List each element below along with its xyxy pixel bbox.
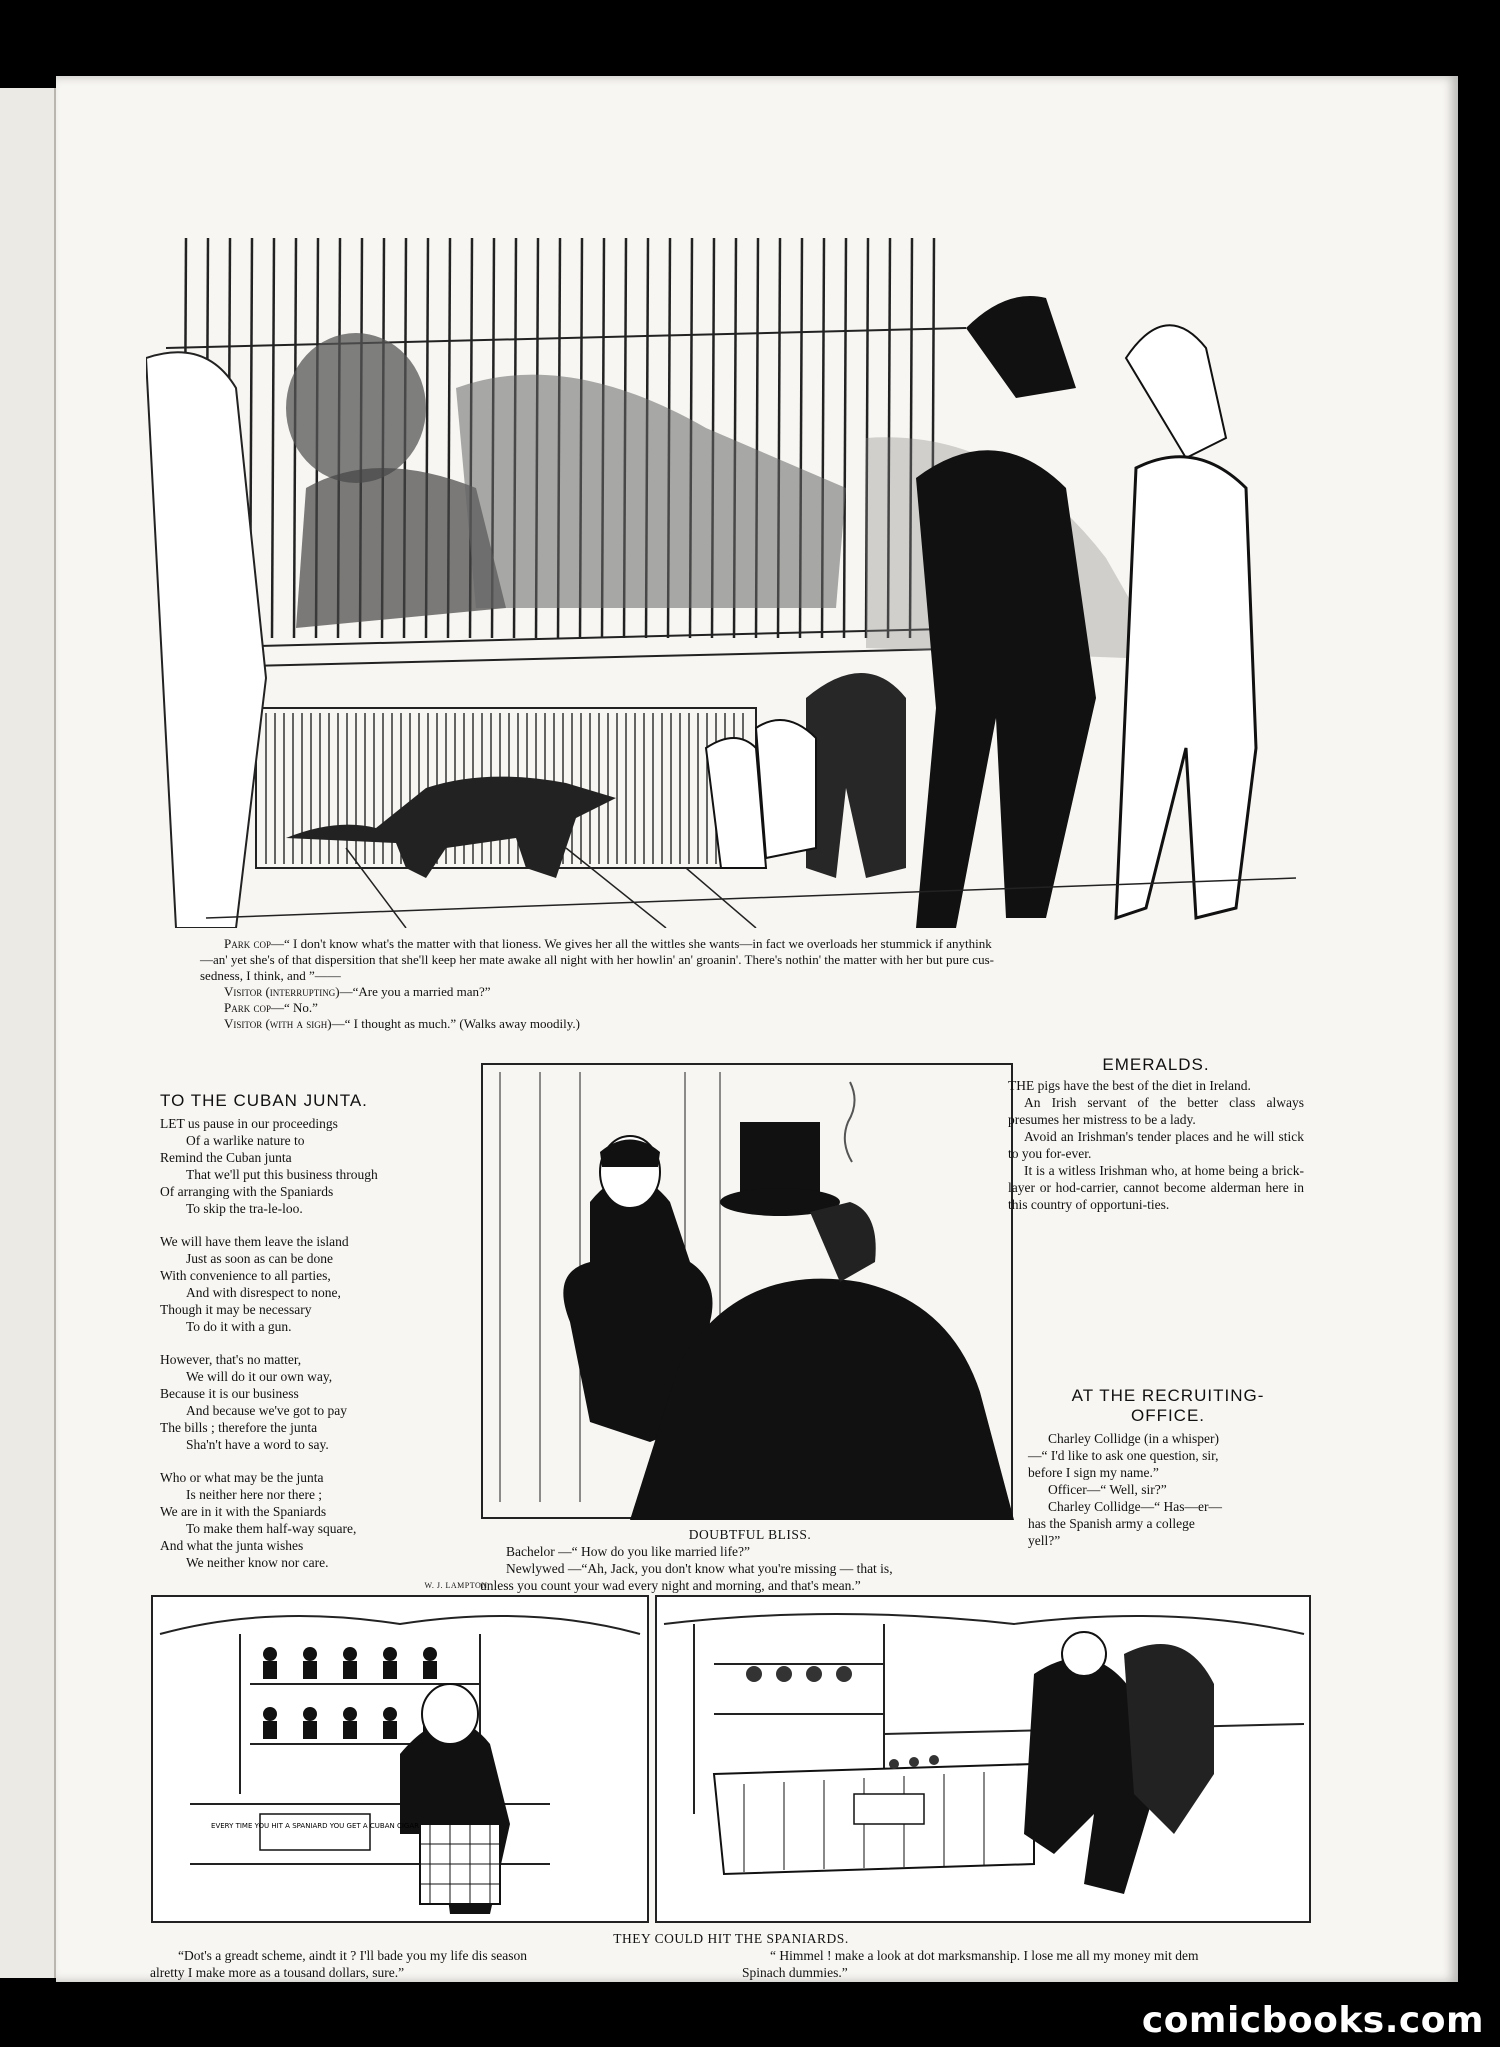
poem-line: And with disrespect to none, xyxy=(186,1285,341,1300)
previous-page-edge xyxy=(0,88,62,1978)
bottom-cartoon-caption xyxy=(150,1930,1312,1981)
poem-line: Sha'n't have a word to say. xyxy=(186,1437,329,1452)
left-sign-text: EVERY TIME YOU HIT A SPANIARD YOU GET A CUBAN CIGAR xyxy=(211,1822,419,1830)
poem-line: And because we've got to pay xyxy=(186,1403,348,1418)
shooting-gallery-right-illustration xyxy=(654,1594,1312,1924)
poem-line: However, that's no matter, xyxy=(160,1352,302,1367)
magazine-page xyxy=(56,76,1458,1982)
zoo-caption-line: Park cop—“ I don't know what's the matter with that lioness. We gives her all the wittles she wants—in fact we overloads her stummick if anythink xyxy=(224,936,992,951)
doubtful-bliss-line-1: Bachelor —“ How do you like married life?” xyxy=(506,1544,751,1559)
bottom-right-caption-line-2: Spinach dummies.” xyxy=(742,1965,848,1980)
poem-line: Because it is our business xyxy=(160,1386,299,1401)
recruiting-line: yell?” xyxy=(1028,1533,1061,1548)
poem-line: To make them half-way square, xyxy=(186,1521,357,1536)
zoo-caption-line: Visitor (interrupting)—“Are you a married man?” xyxy=(224,984,491,999)
zoo-caption-line: Park cop—“ No.” xyxy=(224,1000,318,1015)
poem-line: Just as soon as can be done xyxy=(186,1251,333,1266)
poem-line: That we'll put this business through xyxy=(186,1167,378,1182)
recruiting-title-line-2: OFFICE. xyxy=(1130,1406,1206,1425)
doubtful-bliss-title: DOUBTFUL BLISS. xyxy=(688,1527,812,1542)
recruiting-title-line-1: AT THE RECRUITING- xyxy=(1071,1386,1265,1405)
bottom-left-caption xyxy=(150,1947,710,1981)
recruiting-line: Charley Collidge (in a whisper) xyxy=(1048,1431,1219,1446)
recruiting-line: before I sign my name.” xyxy=(1028,1465,1159,1480)
doubtful-bliss-line-2: Newlywed —“Ah, Jack, you don't know what you're missing — that is, xyxy=(506,1561,893,1576)
poem-line: We will do it our own way, xyxy=(186,1369,333,1384)
emeralds-title: EMERALDS. xyxy=(1102,1055,1210,1074)
bottom-cartoon-title: THEY COULD HIT THE SPANIARDS. xyxy=(613,1931,849,1946)
poem-line: The bills ; therefore the junta xyxy=(160,1420,318,1435)
doubtful-bliss-illustration xyxy=(480,1062,1014,1520)
zoo-cartoon-illustration xyxy=(146,228,1326,928)
shooting-gallery-left-illustration xyxy=(150,1594,650,1924)
zoo-caption-line: Visitor (with a sigh)—“ I thought as much.” (Walks away moodily.) xyxy=(224,1016,580,1031)
poem-line: Who or what may be the junta xyxy=(160,1470,324,1485)
bottom-right-caption-line-1: “ Himmel ! make a look at dot marksmanship. I lose me all my money mit dem xyxy=(770,1948,1199,1963)
doubtful-bliss-caption xyxy=(480,1526,1020,1594)
poem-author: W. J. LAMPTON. xyxy=(424,1581,490,1590)
poem-line: With convenience to all parties, xyxy=(160,1268,331,1283)
bottom-right-caption xyxy=(742,1947,1312,1981)
poem-line: LET us pause in our proceedings xyxy=(160,1116,338,1131)
poem-line: And what the junta wishes xyxy=(160,1538,304,1553)
doubtful-bliss-line-3: unless you count your wad every night and morning, and that's mean.” xyxy=(480,1578,861,1593)
recruiting-line: —“ I'd like to ask one question, sir, xyxy=(1028,1448,1219,1463)
poem-title: TO THE CUBAN JUNTA. xyxy=(160,1091,368,1110)
zoo-caption-line: —an' yet she's of that dispersition that she'll keep her mate awake all night with her howlin' an' groanin'. There's nothin' the matter with her but pure cus- xyxy=(200,952,994,967)
poem-stanza xyxy=(160,1351,490,1453)
emeralds-paragraph: An Irish servant of the better class always presumes her mistress to be a lady. xyxy=(1008,1095,1304,1127)
watermark: comicbooks.com xyxy=(1141,2000,1484,2041)
emeralds-paragraph: Avoid an Irishman's tender places and he will stick to you for-ever. xyxy=(1008,1129,1304,1161)
emeralds-paragraph: It is a witless Irishman who, at home being a brick-layer or hod-carrier, cannot become alderman here in this country of opportuni-ties. xyxy=(1008,1163,1304,1212)
poem-line: Though it may be necessary xyxy=(160,1302,312,1317)
poem-stanza xyxy=(160,1115,490,1217)
poem-stanza xyxy=(160,1469,490,1571)
poem-body xyxy=(160,1115,490,1571)
zoo-cartoon-caption xyxy=(200,936,1320,1032)
poem-line: To skip the tra-le-loo. xyxy=(186,1201,303,1216)
emeralds-column xyxy=(1008,1056,1304,1213)
poem-line: Is neither here nor there ; xyxy=(186,1487,323,1502)
recruiting-line: Charley Collidge—“ Has—er— xyxy=(1048,1499,1222,1514)
poem-line: Of arranging with the Spaniards xyxy=(160,1184,334,1199)
poem-line: To do it with a gun. xyxy=(186,1319,292,1334)
zoo-caption-line: sedness, I think, and ”—— xyxy=(200,968,341,983)
poem-line: We neither know nor care. xyxy=(186,1555,329,1570)
recruiting-office-column xyxy=(1028,1386,1308,1549)
poem-stanza xyxy=(160,1233,490,1335)
bottom-left-caption-line-2: alretty I make more as a tousand dollars, sure.” xyxy=(150,1965,405,1980)
recruiting-title xyxy=(1028,1386,1308,1426)
poem-to-the-cuban-junta xyxy=(160,1092,490,1594)
recruiting-line: Officer—“ Well, sir?” xyxy=(1048,1482,1167,1497)
recruiting-line: has the Spanish army a college xyxy=(1028,1516,1195,1531)
bottom-left-caption-line-1: “Dot's a greadt scheme, aindt it ? I'll bade you my life dis season xyxy=(178,1948,528,1963)
poem-line: We will have them leave the island xyxy=(160,1234,349,1249)
poem-line: We are in it with the Spaniards xyxy=(160,1504,327,1519)
poem-line: Remind the Cuban junta xyxy=(160,1150,292,1165)
emeralds-paragraph: THE pigs have the best of the diet in Ireland. xyxy=(1008,1078,1251,1093)
poem-line: Of a warlike nature to xyxy=(186,1133,305,1148)
